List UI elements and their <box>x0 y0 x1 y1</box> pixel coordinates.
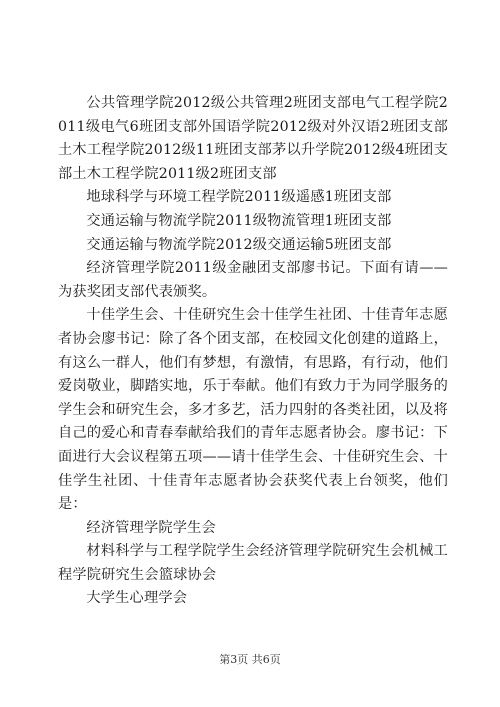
document-body <box>58 92 448 611</box>
paragraph-branch-list: 公共管理学院2012级公共管理2班团支部电气工程学院2011级电气6班团支部外国语学院2012级对外汉语2班团支部土木工程学院2012级11班团支部茅以升学院2012级4班团支部土木工程学院2011级2班团支部 <box>58 95 448 182</box>
paragraph-top-ten-awards: 十佳学生会、十佳研究生会十佳学生社团、十佳青年志愿者协会廖书记：除了各个团支部，在校园文化创建的道路上，有这么一群人，他们有梦想，有激情，有思路，有行动，他们爱岗敬业，脚踏实地，乐于奉献。他们有致力于为同学服务的学生会和研究生会，多才多艺，活力四射的各类社团，以及将自己的爱心和青春奉献给我们的青年志愿者协会。廖书记：下面进行大会议程第五项——请十佳学生会、十佳研究生会、十佳学生社团、十佳青年志愿者协会获奖代表上台领奖，他们是： <box>58 307 448 513</box>
page-number-footer: 第3页 共6页 <box>219 653 281 666</box>
paragraph-earth-science: 地球科学与环境工程学院2011级遥感1班团支部 <box>86 189 392 206</box>
paragraph-economics-student-union: 经济管理学院学生会 <box>86 519 216 536</box>
paragraph-logistics-2011: 交通运输与物流学院2011级物流管理1班团支部 <box>86 212 392 229</box>
paragraph-materials-list: 材料科学与工程学院学生会经济管理学院研究生会机械工程学院研究生会篮球协会 <box>58 543 448 583</box>
paragraph-transport-2012: 交通运输与物流学院2012级交通运输5班团支部 <box>86 236 392 253</box>
paragraph-economics-finance: 经济管理学院2011级金融团支部廖书记。下面有请——为获奖团支部代表颁奖。 <box>58 260 448 300</box>
paragraph-psychology-society: 大学生心理学会 <box>86 590 188 607</box>
